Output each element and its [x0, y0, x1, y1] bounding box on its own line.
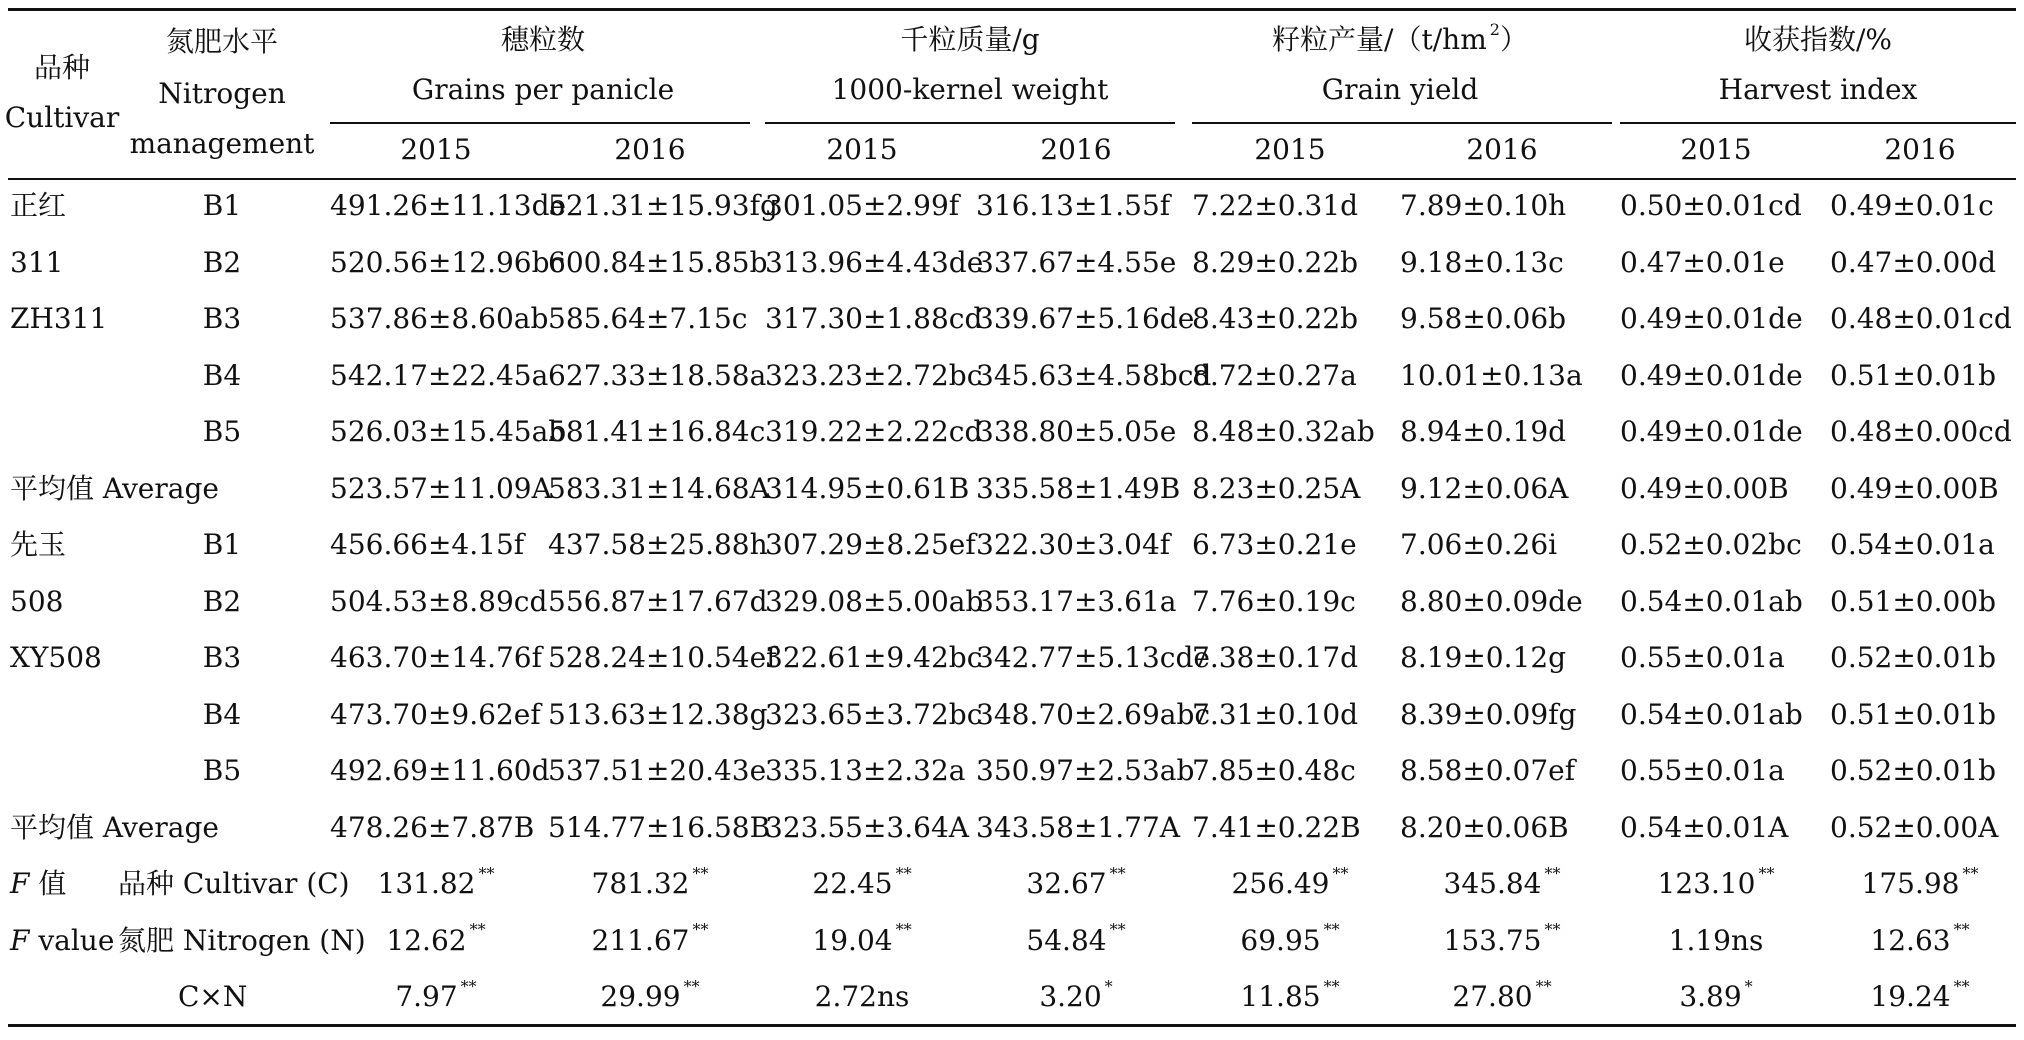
value-cell: 8.20±0.06B — [1400, 810, 1569, 844]
value-cell: 7.85±0.48c — [1192, 754, 1356, 787]
cultivar-cell: 平均值 Average — [10, 471, 219, 505]
value-cell: 329.08±5.00ab — [765, 584, 984, 618]
value-cell: 7.89±0.10h — [1400, 189, 1567, 222]
value-cell: 319.22±2.22cd — [765, 415, 983, 448]
nitrogen-cell: B2 — [202, 584, 242, 618]
value-cell: 317.30±1.88cd — [765, 302, 983, 335]
header-yield-zh-main: 籽粒产量/（t/hm — [1272, 23, 1487, 56]
value-cell: 437.58±25.88h — [548, 528, 768, 561]
f-value-cell — [1240, 976, 1340, 1015]
value-cell: 542.17±22.45a — [330, 358, 549, 392]
f-value: 131.82 — [377, 867, 476, 900]
f-value-cell — [395, 976, 477, 1015]
value-cell: 314.95±0.61B — [765, 471, 970, 505]
f-value-cell — [1026, 863, 1126, 902]
value-cell: 322.61±9.42bc — [765, 641, 983, 674]
f-factor: 品种 Cultivar (C) — [118, 867, 350, 900]
value-cell: 343.58±1.77A — [976, 810, 1180, 844]
f-value-cell — [812, 920, 912, 959]
header-weight-en: 1000-kernel weight — [831, 73, 1109, 106]
significance-mark: ** — [1544, 920, 1561, 940]
header-year: 2015 — [826, 133, 898, 166]
value-cell: 323.55±3.64A — [765, 810, 969, 844]
nitrogen-cell: B1 — [202, 528, 242, 561]
header-year: 2015 — [1254, 133, 1326, 166]
f-value-cell — [1443, 920, 1561, 959]
value-cell: 0.52±0.00A — [1830, 810, 1999, 844]
f-value: 211.67 — [591, 923, 690, 957]
value-cell: 0.55±0.01a — [1620, 641, 1785, 674]
value-cell: 307.29±8.25ef — [765, 528, 976, 561]
f-value-cell — [1443, 863, 1561, 902]
value-cell: 537.51±20.43e — [548, 754, 767, 787]
f-value-cell — [812, 863, 912, 902]
f-value: 11.85 — [1240, 980, 1321, 1013]
significance-mark: * — [1744, 976, 1753, 996]
f-value: 1.19ns — [1668, 923, 1764, 957]
value-cell: 8.19±0.12g — [1400, 641, 1567, 674]
f-value: 3.89 — [1679, 980, 1742, 1013]
group-rule-harvest — [1620, 122, 2016, 124]
value-cell: 7.22±0.31d — [1192, 189, 1359, 222]
value-cell: 463.70±14.76f — [330, 641, 542, 674]
value-cell: 520.56±12.96bc — [330, 245, 566, 279]
value-cell: 7.76±0.19c — [1192, 584, 1356, 618]
value-cell: 7.41±0.22B — [1192, 810, 1361, 844]
significance-mark: ** — [683, 976, 700, 996]
value-cell: 301.05±2.99f — [765, 189, 960, 222]
nitrogen-cell: B4 — [202, 697, 242, 731]
f-value-cell — [1861, 863, 1979, 902]
f-value: 12.62 — [386, 923, 467, 957]
f-value: 54.84 — [1026, 923, 1107, 957]
f-value: 256.49 — [1231, 867, 1330, 900]
f-value: 69.95 — [1240, 923, 1321, 957]
f-value-cell — [386, 920, 486, 959]
f-symbol: F — [10, 923, 30, 957]
significance-mark: ** — [692, 920, 709, 940]
significance-mark: ** — [692, 863, 709, 883]
f-factor: C×N — [178, 980, 248, 1013]
f-value-cell — [591, 920, 709, 959]
significance-mark: ** — [1544, 863, 1561, 883]
value-cell: 9.12±0.06A — [1400, 471, 1569, 505]
cultivar-cell: 平均值 Average — [10, 810, 219, 844]
value-cell: 348.70±2.69abc — [976, 697, 1211, 731]
f-value: 345.84 — [1443, 867, 1542, 900]
significance-mark: ** — [1953, 976, 1970, 996]
f-value-cell — [1452, 976, 1552, 1015]
value-cell: 0.49±0.01de — [1620, 358, 1803, 392]
f-value-cell — [1870, 920, 1970, 959]
f-value: 12.63 — [1870, 923, 1951, 957]
value-cell: 323.65±3.72bc — [765, 697, 983, 731]
value-cell: 8.23±0.25A — [1192, 471, 1361, 505]
significance-mark: ** — [1953, 920, 1970, 940]
value-cell: 7.38±0.17d — [1192, 641, 1359, 674]
value-cell: 353.17±3.61a — [976, 584, 1177, 618]
value-cell: 0.54±0.01A — [1620, 810, 1789, 844]
value-cell: 0.49±0.01de — [1620, 415, 1803, 448]
f-value-cell — [591, 863, 709, 902]
header-grains-zh: 穗粒数 — [500, 23, 586, 56]
value-cell: 0.54±0.01ab — [1620, 697, 1803, 731]
cultivar-cell: 508 — [10, 584, 64, 618]
value-cell: 478.26±7.87B — [330, 810, 535, 844]
value-cell: 0.49±0.01de — [1620, 302, 1803, 335]
header-year: 2015 — [1680, 133, 1752, 166]
cultivar-cell: ZH311 — [10, 302, 108, 335]
nitrogen-cell: B5 — [202, 415, 242, 448]
f-value-cell — [1240, 920, 1340, 959]
f-value-cell — [1039, 976, 1113, 1015]
value-cell: 345.63±4.58bcd — [976, 358, 1212, 392]
value-cell: 322.30±3.04f — [976, 528, 1171, 561]
value-cell: 0.52±0.01b — [1830, 754, 1997, 787]
header-grains-en: Grains per panicle — [411, 73, 675, 106]
significance-mark: ** — [1109, 863, 1126, 883]
significance-mark: ** — [460, 976, 477, 996]
cultivar-cell: 正红 — [10, 189, 67, 222]
f-lead-text: 值 — [29, 867, 67, 900]
f-value: 123.10 — [1657, 867, 1756, 900]
nitrogen-cell: B3 — [202, 302, 242, 335]
f-value: 7.97 — [395, 980, 458, 1013]
f-value-cell — [1026, 920, 1126, 959]
header-harvest-zh: 收获指数/% — [1743, 23, 1893, 56]
f-value: 27.80 — [1452, 980, 1533, 1013]
value-cell: 339.67±5.16de — [976, 302, 1195, 335]
value-cell: 583.31±14.68A — [548, 471, 770, 505]
cultivar-cell: 311 — [10, 245, 64, 279]
f-row-lead — [10, 866, 66, 902]
f-symbol: F — [10, 867, 30, 900]
header-year: 2016 — [1884, 133, 1956, 166]
value-cell: 537.86±8.60ab — [330, 302, 549, 335]
value-cell: 0.52±0.02bc — [1620, 528, 1802, 561]
nitrogen-cell: B1 — [202, 189, 242, 222]
significance-mark: ** — [1535, 976, 1552, 996]
value-cell: 504.53±8.89cd — [330, 584, 548, 618]
value-cell: 7.31±0.10d — [1192, 697, 1359, 731]
nitrogen-cell: B2 — [202, 245, 242, 279]
value-cell: 0.47±0.01e — [1620, 245, 1785, 279]
f-row-lead — [10, 923, 114, 959]
f-value-cell — [1657, 863, 1775, 902]
f-value: 781.32 — [591, 867, 690, 900]
header-yield-en: Grain yield — [1321, 73, 1479, 106]
value-cell: 8.48±0.32ab — [1192, 415, 1375, 448]
significance-mark: ** — [895, 920, 912, 940]
header-nitrogen-en-2: management — [129, 127, 315, 160]
value-cell: 514.77±16.58B — [548, 810, 771, 844]
f-value: 153.75 — [1443, 923, 1542, 957]
value-cell: 521.31±15.93fg — [548, 189, 778, 222]
value-cell: 7.06±0.26i — [1400, 528, 1558, 561]
value-cell: 0.49±0.01c — [1830, 189, 1994, 222]
significance-mark: ** — [478, 863, 495, 883]
value-cell: 523.57±11.09A — [330, 471, 552, 505]
value-cell: 8.29±0.22b — [1192, 245, 1359, 279]
header-bottom-rule — [8, 178, 2016, 180]
f-lead-text: value — [29, 923, 115, 957]
value-cell: 491.26±11.13de — [330, 189, 567, 222]
value-cell: 528.24±10.54ef — [548, 641, 777, 674]
header-harvest-en: Harvest index — [1718, 73, 1918, 106]
header-weight-zh: 千粒质量/g — [900, 23, 1040, 56]
value-cell: 8.39±0.09fg — [1400, 697, 1577, 731]
significance-mark: ** — [895, 863, 912, 883]
value-cell: 627.33±18.58a — [548, 358, 767, 392]
f-value-cell — [1679, 976, 1753, 1015]
value-cell: 0.54±0.01ab — [1620, 584, 1803, 618]
significance-mark: ** — [1323, 976, 1340, 996]
value-cell: 323.23±2.72bc — [765, 358, 983, 392]
header-cultivar-zh: 品种 — [33, 51, 91, 84]
f-factor: 氮肥 Nitrogen (N) — [118, 923, 366, 957]
value-cell: 0.49±0.00B — [1830, 471, 1999, 505]
value-cell: 0.54±0.01a — [1830, 528, 1995, 561]
value-cell: 9.18±0.13c — [1400, 245, 1564, 279]
value-cell: 350.97±2.53ab — [976, 754, 1195, 787]
value-cell: 0.51±0.00b — [1830, 584, 1997, 618]
significance-mark: ** — [1758, 863, 1775, 883]
bottom-rule — [8, 1024, 2016, 1027]
value-cell: 335.58±1.49B — [976, 471, 1181, 505]
value-cell: 526.03±15.45ab — [330, 415, 567, 448]
value-cell: 10.01±0.13a — [1400, 358, 1583, 392]
significance-mark: * — [1104, 976, 1113, 996]
f-value: 3.20 — [1039, 980, 1102, 1013]
significance-mark: ** — [1109, 920, 1126, 940]
significance-mark: ** — [1962, 863, 1979, 883]
value-cell: 0.48±0.00cd — [1830, 415, 2012, 448]
cultivar-cell: 先玉 — [10, 528, 67, 561]
header-year: 2016 — [1040, 133, 1112, 166]
value-cell: 335.13±2.32a — [765, 754, 966, 787]
significance-mark: ** — [1323, 920, 1340, 940]
significance-mark: ** — [1332, 863, 1349, 883]
f-value: 32.67 — [1026, 867, 1107, 900]
header-nitrogen-zh: 氮肥水平 — [165, 25, 279, 58]
value-cell: 0.51±0.01b — [1830, 697, 1997, 731]
top-rule — [8, 8, 2016, 11]
value-cell: 0.48±0.01cd — [1830, 302, 2012, 335]
f-value: 29.99 — [600, 980, 681, 1013]
value-cell: 6.73±0.21e — [1192, 528, 1357, 561]
header-year: 2015 — [400, 133, 472, 166]
value-cell: 8.43±0.22b — [1192, 302, 1359, 335]
value-cell: 337.67±4.55e — [976, 245, 1177, 279]
value-cell: 8.58±0.07ef — [1400, 754, 1576, 787]
header-cultivar-en: Cultivar — [4, 101, 120, 134]
value-cell: 0.55±0.01a — [1620, 754, 1785, 787]
f-value: 2.72ns — [814, 980, 910, 1013]
f-value-cell — [1231, 863, 1349, 902]
f-value-cell — [600, 976, 700, 1015]
header-yield-zh-tail: ） — [1499, 23, 1528, 56]
group-rule-weight — [765, 122, 1175, 124]
f-value: 19.04 — [812, 923, 893, 957]
value-cell: 9.58±0.06b — [1400, 302, 1567, 335]
f-value: 19.24 — [1870, 980, 1951, 1013]
value-cell: 0.49±0.00B — [1620, 471, 1789, 505]
f-value: 175.98 — [1861, 867, 1960, 900]
group-rule-yield — [1192, 122, 1612, 124]
nitrogen-cell: B5 — [202, 754, 242, 787]
f-value-cell — [377, 863, 495, 902]
header-year: 2016 — [1466, 133, 1538, 166]
nitrogen-cell: B4 — [202, 358, 242, 392]
value-cell: 313.96±4.43de — [765, 245, 984, 279]
value-cell: 600.84±15.85b — [548, 245, 768, 279]
value-cell: 492.69±11.60d — [330, 754, 550, 787]
cultivar-cell: XY508 — [10, 641, 102, 674]
group-rule-grains — [330, 122, 750, 124]
value-cell: 0.51±0.01b — [1830, 358, 1997, 392]
value-cell: 8.72±0.27a — [1192, 358, 1357, 392]
value-cell: 338.80±5.05e — [976, 415, 1177, 448]
f-value-cell — [1870, 976, 1970, 1015]
value-cell: 316.13±1.55f — [976, 189, 1171, 222]
value-cell: 0.50±0.01cd — [1620, 189, 1802, 222]
value-cell: 342.77±5.13cde — [976, 641, 1210, 674]
value-cell: 0.47±0.00d — [1830, 245, 1997, 279]
header-yield-sup: 2 — [1489, 19, 1500, 39]
value-cell: 456.66±4.15f — [330, 528, 525, 561]
nitrogen-cell: B3 — [202, 641, 242, 674]
value-cell: 581.41±16.84c — [548, 415, 766, 448]
value-cell: 585.64±7.15c — [548, 302, 748, 335]
header-yield-zh — [1272, 19, 1528, 58]
value-cell: 473.70±9.62ef — [330, 697, 541, 731]
value-cell: 513.63±12.38g — [548, 697, 768, 731]
value-cell: 556.87±17.67d — [548, 584, 768, 618]
f-value-cell — [1669, 923, 1764, 959]
header-year: 2016 — [614, 133, 686, 166]
significance-mark: ** — [469, 920, 486, 940]
header-nitrogen-en: Nitrogen — [158, 77, 286, 110]
value-cell: 0.52±0.01b — [1830, 641, 1997, 674]
value-cell: 8.94±0.19d — [1400, 415, 1567, 448]
f-value-cell — [815, 979, 910, 1015]
f-value: 22.45 — [812, 867, 893, 900]
value-cell: 8.80±0.09de — [1400, 584, 1583, 618]
